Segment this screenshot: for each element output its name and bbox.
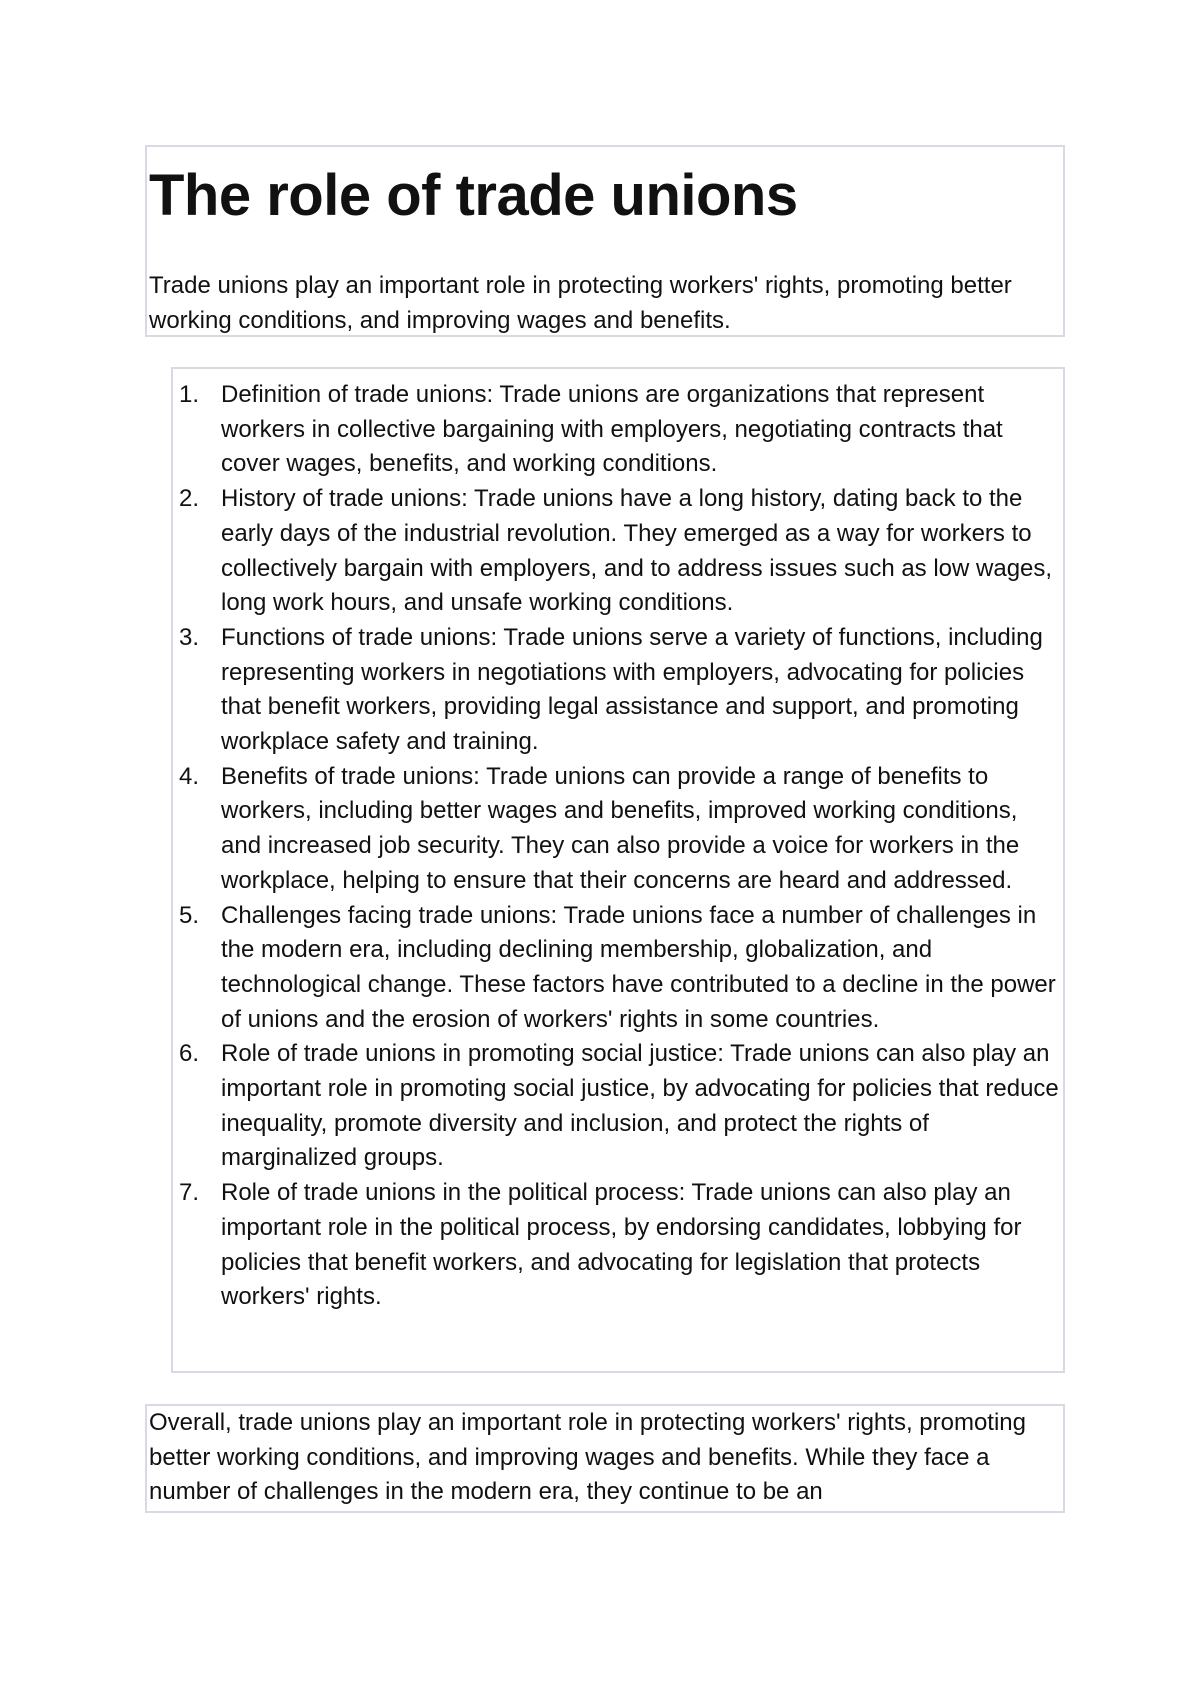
list-item-number: 5. — [179, 901, 200, 929]
list-item — [173, 1037, 1061, 1176]
list-item — [173, 899, 1061, 1038]
list-item-text: Role of trade unions in promoting social justice: Trade unions can also play an important role in promoting social justice, by advocating for policies that reduce inequality, promote diversity and inclusion, and protect the rights of marginalized groups. — [221, 1040, 1059, 1172]
intro-paragraph: Trade unions play an important role in protecting workers' rights, promoting better working conditions, and improving wages and benefits. — [149, 272, 1012, 334]
list-item-number: 6. — [179, 1040, 200, 1068]
list-item-text: History of trade unions: Trade unions have a long history, dating back to the early days of the industrial revolution. They emerged as a way for workers to collectively bargain with employers, and to address issues such as low wages, long work hours, and unsafe working conditions. — [221, 485, 1053, 617]
list-item-number: 4. — [179, 762, 200, 790]
list-item — [173, 621, 1061, 760]
list-item-text: Definition of trade unions: Trade unions are organizations that represent workers in collective bargaining with employers, negotiating contracts that cover wages, benefits, and working conditions. — [221, 381, 1003, 478]
topic-list-block — [171, 367, 1065, 1373]
list-item-number: 3. — [179, 623, 200, 651]
list-item — [173, 1176, 1061, 1315]
topic-list — [173, 378, 1061, 1315]
list-item — [173, 760, 1061, 899]
page-title: The role of trade unions — [149, 163, 798, 228]
conclusion-block — [145, 1404, 1065, 1513]
list-item-number: 7. — [179, 1179, 200, 1207]
list-item-text: Role of trade unions in the political process: Trade unions can also play an important role in the political process, by endorsing candidates, lobbying for policies that benefit workers, and advocating for legislation that protects workers' rights. — [221, 1179, 1022, 1311]
list-item — [173, 482, 1061, 621]
list-item-text: Functions of trade unions: Trade unions serve a variety of functions, including representing workers in negotiations with employers, advocating for policies that benefit workers, providing legal assistance and support, and promoting workplace safety and training. — [221, 623, 1043, 756]
list-item-text: Benefits of trade unions: Trade unions can provide a range of benefits to workers, including better wages and benefits, improved working conditions, and increased job security. They can also provide a voice for workers in the workplace, helping to ensure that their concerns are heard and addressed. — [221, 762, 1020, 894]
list-item-number: 2. — [179, 485, 200, 513]
list-item-number: 1. — [179, 381, 200, 408]
list-item-text: Challenges facing trade unions: Trade unions face a number of challenges in the modern era, including declining membership, globalization, and technological change. These factors have contributed to a decline in the power of unions and the erosion of workers' rights in some countries. — [221, 901, 1056, 1033]
conclusion-paragraph: Overall, trade unions play an important role in protecting workers' rights, promoting better working conditions, and improving wages and benefits. While they face a number of challenges in the modern era, they continue to be an — [149, 1409, 1026, 1505]
list-item — [173, 378, 1061, 482]
title-block — [145, 145, 1065, 337]
